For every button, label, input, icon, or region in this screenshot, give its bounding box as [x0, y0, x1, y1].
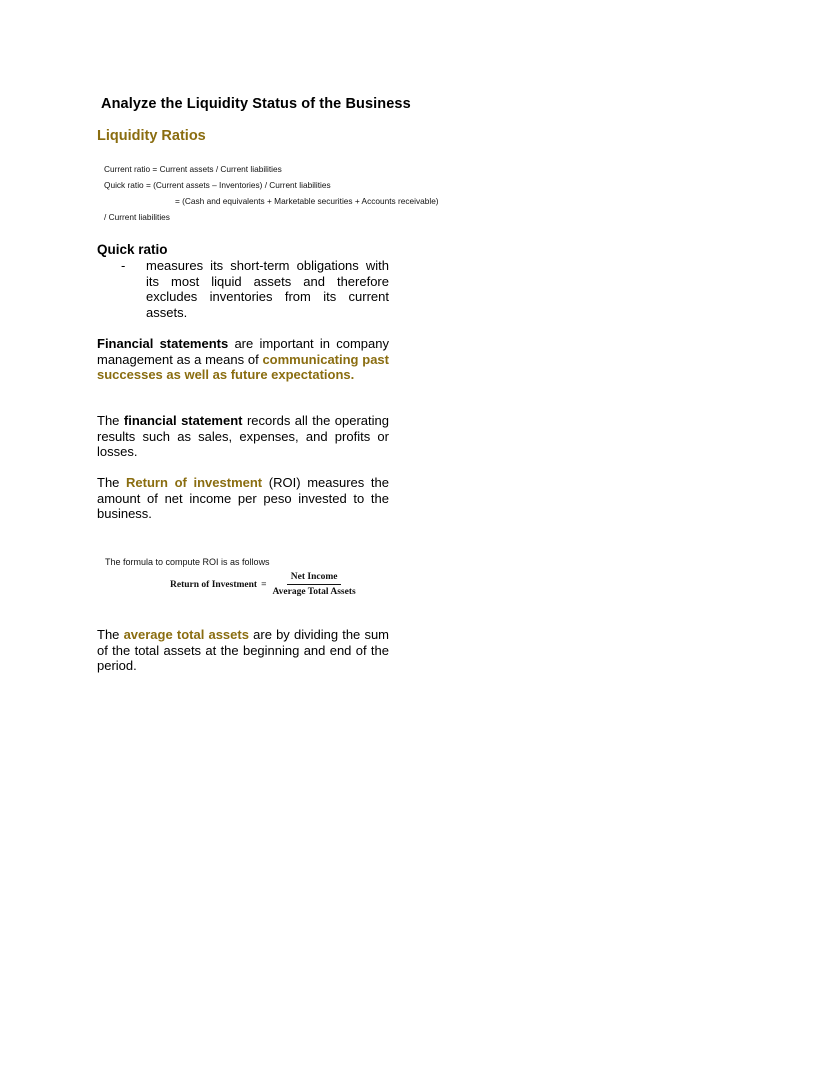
- bullet-marker: -: [121, 258, 126, 273]
- roi-denominator: Average Total Assets: [272, 587, 356, 597]
- roi-fraction: [269, 572, 360, 597]
- quick-ratio-heading: Quick ratio: [97, 242, 168, 257]
- roi-formula: [170, 572, 360, 597]
- text-segment: The: [97, 475, 127, 490]
- roi-numerator: Net Income: [287, 572, 342, 585]
- text-segment: The: [97, 413, 124, 428]
- return-of-investment-highlight: Return of investment: [126, 475, 263, 490]
- quick-ratio-formula-alt: = (Cash and equivalents + Marketable securities + Accounts receivable): [175, 196, 439, 206]
- quick-ratio-description: measures its short-term obligations with its most liquid assets and therefore excludes inventories from its current assets.: [146, 258, 389, 320]
- quick-ratio-formula-denominator: / Current liabilities: [104, 212, 170, 222]
- average-total-assets-paragraph: [97, 627, 389, 674]
- current-ratio-formula: Current ratio = Current assets / Current liabilities: [104, 164, 282, 174]
- roi-formula-intro: The formula to compute ROI is as follows: [105, 557, 270, 567]
- text-segment: .: [350, 367, 355, 383]
- text-segment: are important in company management as a means of: [97, 336, 389, 367]
- financial-statements-paragraph: [97, 336, 389, 383]
- text-segment: are by dividing the sum of the total assets at the beginning and end of the period.: [97, 627, 390, 674]
- liquidity-ratios-heading: Liquidity Ratios: [97, 128, 206, 144]
- roi-paragraph: [97, 475, 389, 522]
- average-total-assets-highlight: average total assets: [123, 627, 249, 642]
- communicating-highlight: communicating past successes as well as future expectations: [97, 351, 389, 383]
- financial-statements-term: Financial statements: [97, 336, 229, 351]
- text-segment: records all the operating results such as sales, expenses, and profits or losses.: [97, 413, 389, 460]
- financial-statement-term: financial statement: [123, 413, 243, 428]
- roi-formula-equals: =: [261, 579, 267, 590]
- page-title: Analyze the Liquidity Status of the Business: [101, 96, 411, 112]
- roi-formula-lhs: Return of Investment: [170, 579, 258, 590]
- quick-ratio-formula: Quick ratio = (Current assets – Inventories) / Current liabilities: [104, 180, 331, 190]
- financial-statement-records-paragraph: [97, 413, 389, 460]
- text-segment: The: [97, 627, 124, 642]
- text-segment: (ROI) measures the amount of net income per peso invested to the business.: [97, 475, 389, 522]
